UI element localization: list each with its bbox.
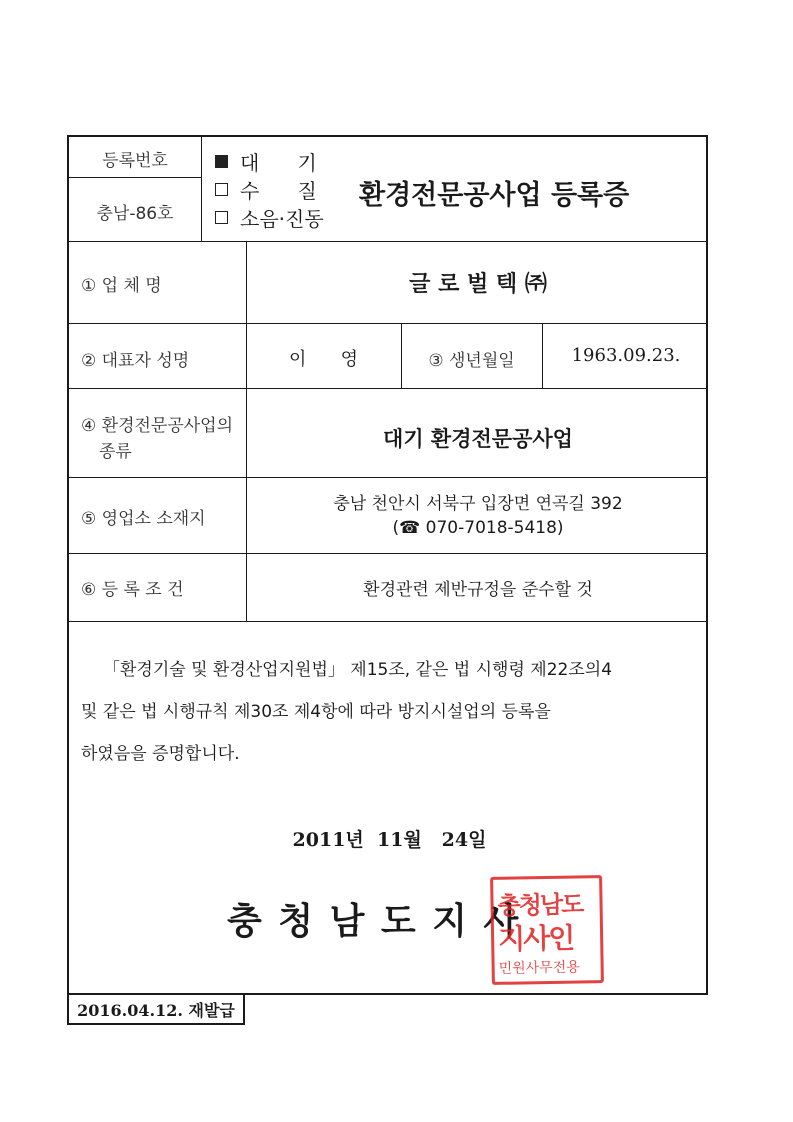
row-divider-4 [69, 553, 706, 554]
row-divider-2 [69, 388, 706, 389]
birth-value: 1963.09.23. [571, 345, 681, 366]
checkbox-noise-label: 소음‧진동 [240, 207, 324, 231]
condition-value: 환경관련 제반규정을 준수할 것 [363, 580, 593, 600]
rep-label: ② 대표자 성명 [81, 351, 190, 371]
body-line-1: 「환경기술 및 환경산업지원법」 제15조, 같은 법 시행령 제22조의4 [103, 660, 613, 680]
official-seal [490, 875, 604, 985]
business-type-value: 대기 환경전문공사업 [383, 426, 573, 451]
issuer-title: 충 청 남 도 지 사 [227, 900, 521, 942]
seal-line-2: 지사인 [497, 921, 574, 956]
header-divider [69, 241, 706, 242]
body-line-3: 하였음을 증명합니다. [81, 744, 240, 764]
issue-date: 2011년 11월 24일 [292, 829, 487, 851]
address-phone: (☎ 070-7018-5418) [392, 518, 564, 538]
company-value: 글 로 벌 텍 ㈜ [409, 271, 547, 297]
checkbox-water-label: 수 질 [240, 179, 317, 203]
company-label: ① 업 체 명 [81, 276, 162, 296]
checkbox-noise [215, 203, 324, 232]
checkbox-air [215, 147, 317, 176]
checkbox-empty-icon [215, 211, 228, 224]
reissue-stamp: 2016.04.12. 재발급 [67, 993, 245, 1025]
row-divider-1 [69, 323, 706, 324]
reg-no-vline [201, 137, 202, 241]
row-divider-3 [69, 477, 706, 478]
seal-line-3: 민원사무전용 [498, 959, 580, 977]
checkbox-empty-icon [215, 183, 228, 196]
checkbox-air-label: 대 기 [240, 151, 317, 175]
condition-label: ⑥ 등 록 조 건 [81, 580, 184, 600]
business-type-label: ④ 환경전문공사업의 [81, 416, 234, 436]
row-divider-5 [69, 621, 706, 622]
seal-line-1: 충청남도 [497, 890, 583, 920]
address-label: ⑤ 영업소 소재지 [81, 509, 206, 529]
birth-label: ③ 생년월일 [428, 351, 515, 371]
checkbox-checked-icon [215, 155, 228, 168]
address-line1: 충남 천안시 서북구 입장면 연곡길 392 [333, 494, 623, 514]
document-title: 환경전문공사업 등록증 [359, 180, 630, 211]
reg-no-label: 등록번호 [102, 151, 168, 171]
body-line-2: 및 같은 법 시행규칙 제30조 제4항에 따라 방지시설업의 등록을 [81, 702, 551, 722]
reg-no-value: 충남-86호 [96, 204, 174, 224]
checkbox-water [215, 175, 317, 204]
rep-value: 이 영 [288, 349, 359, 370]
certificate-frame [67, 135, 708, 995]
business-type-label-2: 종류 [99, 442, 132, 462]
reg-no-divider [69, 177, 201, 178]
